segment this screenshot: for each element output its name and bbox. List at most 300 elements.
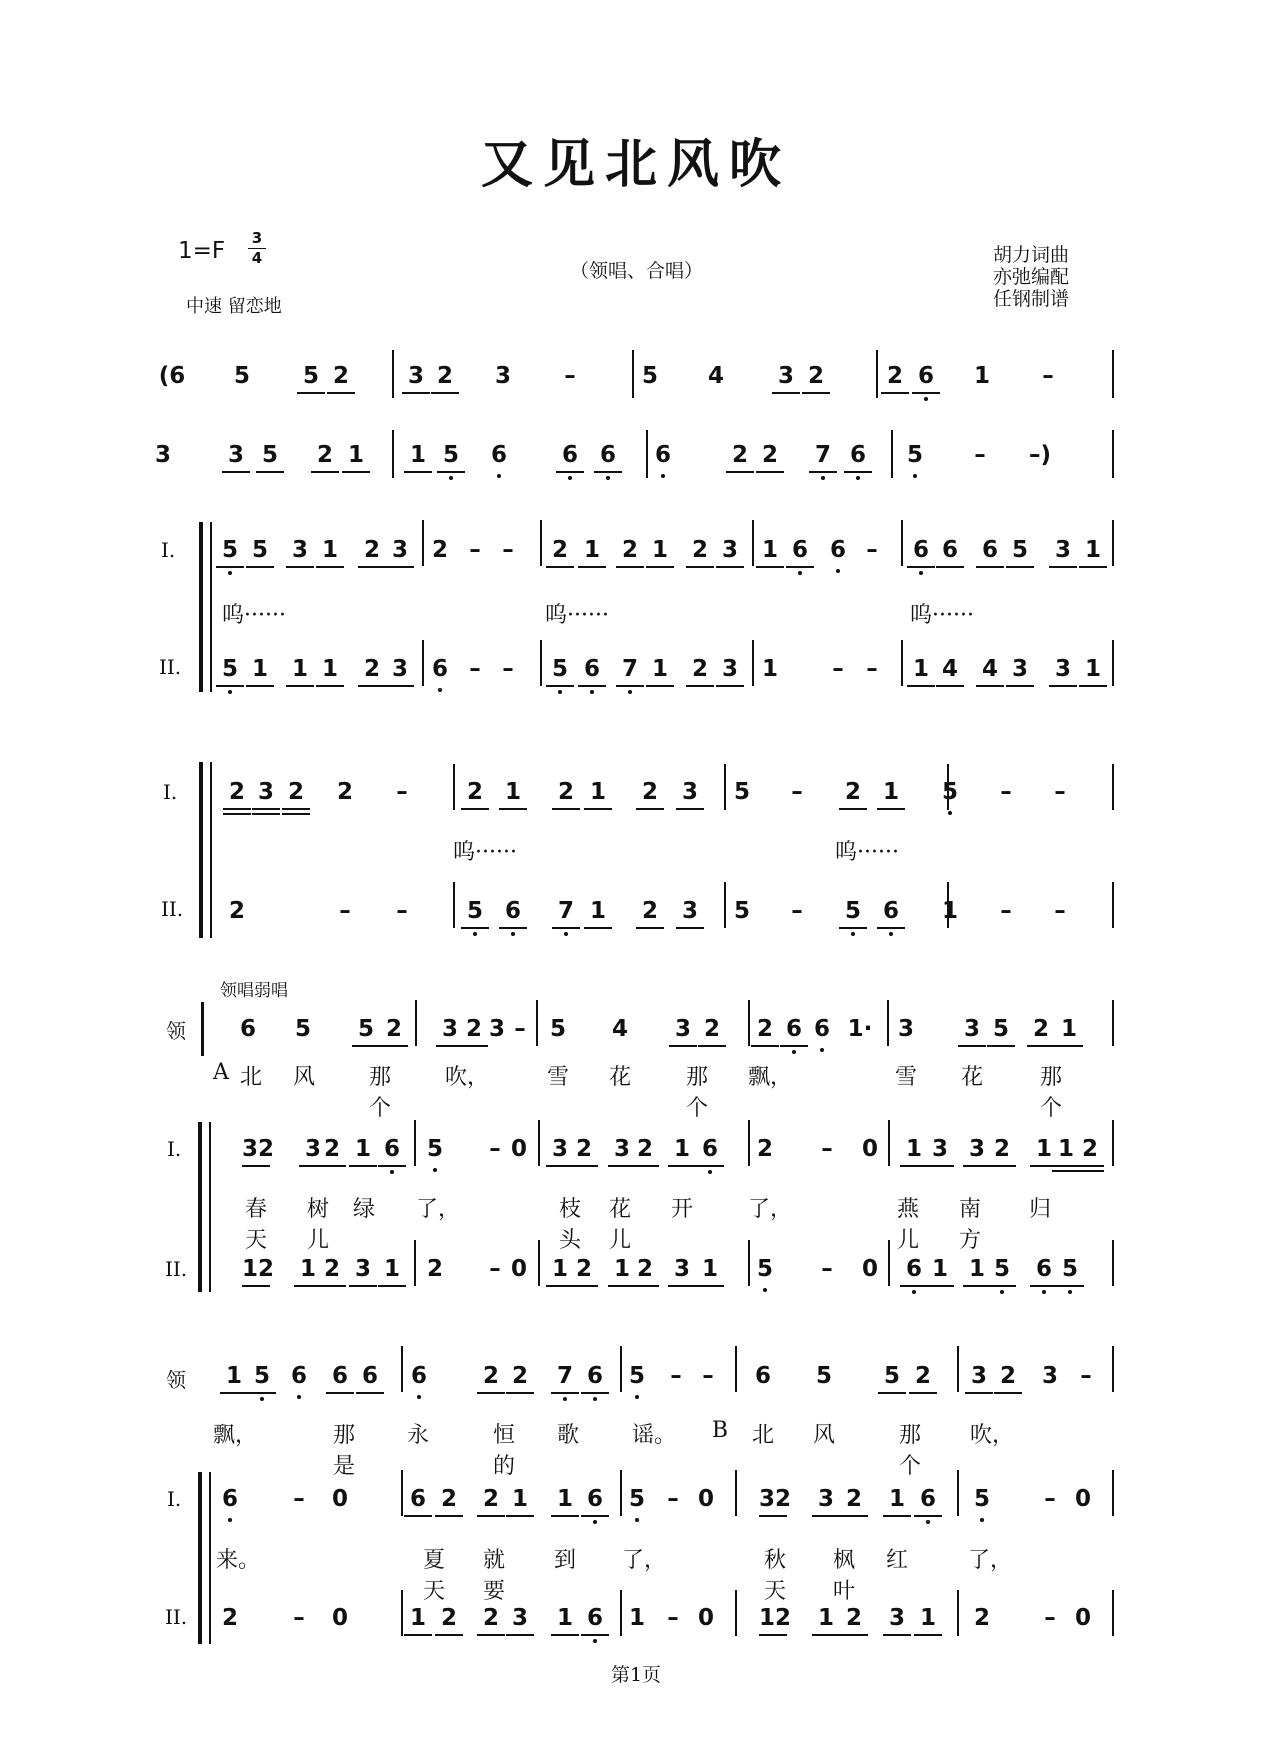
lead-note: 2: [506, 1362, 534, 1394]
part-label-1: I.: [161, 538, 176, 562]
voice2-note: 2: [973, 1605, 990, 1631]
credit-engraver: 任钢制谱: [993, 288, 1070, 310]
voice1-note: 3: [252, 778, 280, 810]
voice2-note: –: [502, 656, 514, 682]
voice1-note: 6: [907, 536, 935, 568]
voice1-note: 1: [883, 1485, 911, 1517]
voice2-note: 2: [636, 897, 664, 929]
lyric-lead-B: 那个: [898, 1423, 921, 1479]
barline: [401, 1470, 403, 1516]
lead-note: 6: [326, 1362, 354, 1394]
barline: [620, 1346, 622, 1392]
voice2-note: 6: [1030, 1255, 1058, 1287]
lyric-chorus-2: 红: [885, 1548, 908, 1573]
voice2-note: 6: [426, 655, 454, 683]
voice1-note: 2: [336, 779, 353, 805]
lead-note: 1: [220, 1362, 248, 1394]
voice1-note: 2: [461, 778, 489, 810]
voice1-note: –: [489, 1136, 501, 1162]
intro-note: 4: [707, 363, 724, 389]
page-title: 又见北风吹: [480, 134, 791, 195]
voice2-note: 0: [697, 1605, 714, 1631]
voice2-note: 5: [216, 655, 244, 687]
barline: [957, 1590, 959, 1636]
voice1-note: 6: [378, 1135, 406, 1167]
voice1-note: 1: [668, 1135, 696, 1167]
lead-note: 3: [436, 1015, 464, 1047]
barline: [752, 640, 754, 686]
barline: [887, 1000, 889, 1046]
lead-note: 3: [958, 1015, 986, 1047]
voice1-note: –: [1044, 1486, 1056, 1512]
voice2-note: 0: [510, 1256, 527, 1282]
voice1-note: 1: [499, 778, 527, 810]
intro-note: 2: [431, 362, 459, 394]
voice1-note: –: [791, 779, 803, 805]
voice2-note: 1: [608, 1255, 636, 1287]
lead-note: 6: [285, 1362, 313, 1390]
lead-note: 2: [380, 1015, 408, 1047]
voice1-note: 5: [968, 1485, 996, 1513]
voice2-note: 5: [461, 897, 489, 929]
voice2-note: –: [469, 656, 481, 682]
lead-note: 5: [987, 1015, 1015, 1047]
voice2-note: 1: [907, 655, 935, 687]
voice1-note: 5: [733, 779, 750, 805]
intro-note: 3: [494, 363, 511, 389]
lyric-lead-A: 花: [608, 1065, 631, 1090]
intro-note: 3: [154, 442, 171, 468]
voice1-note: 1: [1030, 1135, 1058, 1167]
voice1-note: 6: [216, 1485, 244, 1513]
voice2-note: 2: [435, 1604, 463, 1636]
voice2-note: –: [866, 656, 878, 682]
lead-note: 3: [488, 1016, 505, 1042]
lyric-lead-A: 吹，: [445, 1065, 490, 1090]
barline: [1112, 520, 1114, 566]
lyric-chorus-2: 枫叶: [832, 1548, 855, 1604]
voice2-note: 3: [349, 1255, 377, 1287]
voice2-note: 4: [976, 655, 1004, 687]
voice2-note: –: [667, 1605, 679, 1631]
lyric-lead-B: 吹，: [970, 1423, 1015, 1448]
voice2-note: 5: [988, 1255, 1016, 1287]
credits: [993, 244, 1069, 310]
intro-note: –: [974, 442, 986, 468]
voice2-note: 3: [668, 1255, 696, 1287]
barline: [752, 520, 754, 566]
voice2-note: 1: [628, 1605, 645, 1631]
barline: [414, 1120, 416, 1166]
barline: [1112, 1590, 1114, 1636]
lead-note: 2: [477, 1362, 505, 1394]
voice2-note: 0: [861, 1256, 878, 1282]
lead-note: 3: [897, 1016, 914, 1042]
intro-note: 5: [641, 363, 658, 389]
lyric-chorus-2: 就要: [482, 1548, 505, 1604]
lead-note: 6: [405, 1362, 433, 1390]
barline: [540, 520, 542, 566]
voice2-note: –: [821, 1256, 833, 1282]
barline: [735, 1346, 737, 1392]
lyric-lead-B: 谣。: [632, 1423, 677, 1448]
voice2-note: 7: [552, 897, 580, 929]
lead-note: 3: [669, 1015, 697, 1047]
intro-note: 6: [556, 441, 584, 473]
voice2-note: 5: [839, 897, 867, 929]
intro-note: –): [1028, 442, 1051, 468]
barline: [632, 350, 634, 398]
part-label-2: II.: [165, 1605, 188, 1629]
voice2-note: 1: [941, 898, 958, 924]
voice1-note: 3: [1049, 536, 1077, 568]
voice2-note: –: [1054, 898, 1066, 924]
lead-note: 6: [356, 1362, 384, 1394]
lyric-lead-A: 花: [960, 1065, 983, 1090]
intro-note: 5: [437, 441, 465, 473]
voice2-note: –: [791, 898, 803, 924]
voice2-note: 1: [761, 656, 778, 682]
voice1-note: 5: [246, 536, 274, 568]
voice1-note: –: [502, 537, 514, 563]
credit-lyrics: 胡力词曲: [993, 244, 1070, 266]
voice2-note: 2: [426, 1256, 443, 1282]
barline: [536, 1000, 538, 1046]
voice2-note: 2: [840, 1604, 868, 1636]
voice2-note: –: [1044, 1605, 1056, 1631]
lyric-chorus-2: 秋天: [763, 1548, 786, 1604]
system-brace: [199, 522, 203, 692]
barline: [1112, 882, 1114, 928]
intro-note: –: [564, 363, 576, 389]
voice2-note: 3: [883, 1604, 911, 1636]
barline: [1112, 350, 1114, 398]
voice1-note: 2: [616, 536, 644, 568]
voice2-note: 1: [551, 1604, 579, 1636]
barline: [1112, 1000, 1114, 1046]
intro-note: 3: [402, 362, 430, 394]
voice1-note: 2: [223, 778, 251, 810]
intro-note: 2: [726, 441, 754, 473]
voice1-note: 32: [242, 1135, 270, 1167]
voice2-note: 1: [926, 1255, 954, 1287]
system-barline: [210, 762, 212, 938]
voice2-note: 1: [546, 1255, 574, 1287]
barline: [401, 1590, 403, 1636]
voice1-note: 3: [386, 536, 414, 568]
lyric-lead-A: 雪: [894, 1065, 917, 1090]
lead-note: 6: [808, 1015, 836, 1043]
voice2-note: –: [396, 898, 408, 924]
lyric-chorus-1: 开: [670, 1197, 693, 1222]
part-label-lead: 领: [166, 1368, 186, 1392]
lead-note: 2: [751, 1015, 779, 1047]
voice1-note: 0: [1074, 1486, 1091, 1512]
voice1-note: 0: [510, 1136, 527, 1162]
barline: [392, 350, 394, 398]
voice2-note: 3: [506, 1604, 534, 1636]
intro-note: 1: [342, 441, 370, 473]
voice2-note: 1: [646, 655, 674, 687]
voice2-note: 1: [316, 655, 344, 687]
lead-note: 6: [754, 1363, 771, 1389]
lyric-lead-A: 那个: [1039, 1065, 1062, 1121]
lyric-lead-A: 那个: [368, 1065, 391, 1121]
voice2-note: 2: [318, 1255, 346, 1287]
voice2-note: 3: [1006, 655, 1034, 687]
lyric-chorus-2: 了，: [968, 1548, 1013, 1573]
voice2-note: 1: [963, 1255, 991, 1287]
voicing-note: （领唱、合唱）: [570, 260, 704, 282]
voice1-note: 1: [1052, 1135, 1080, 1167]
voice1-note: 2: [431, 537, 448, 563]
lyric-chorus-2: 到: [553, 1548, 576, 1573]
lyric-lead-B: 永: [406, 1423, 429, 1448]
voice2-note: 5: [751, 1255, 779, 1283]
voice2-note: 6: [578, 655, 606, 687]
lead-note: 2: [698, 1015, 726, 1047]
intro-note: 2: [311, 441, 339, 473]
voice2-note: 1: [812, 1604, 840, 1636]
barline: [620, 1470, 622, 1516]
lyric-chorus-1: 南方: [958, 1197, 981, 1253]
lyric-lead-B: 那是: [332, 1423, 355, 1479]
voice2-note: 3: [386, 655, 414, 687]
lyric-lead-A: 风: [292, 1065, 315, 1090]
voice2-note: 3: [676, 897, 704, 929]
voice1-note: 6: [976, 536, 1004, 568]
voice1-note: 2: [756, 1136, 773, 1162]
voice2-note: –: [339, 898, 351, 924]
intro-note: 6: [649, 441, 677, 469]
voice1-note: 2: [435, 1485, 463, 1517]
intro-note: –: [1042, 363, 1054, 389]
voice1-note: 3: [716, 536, 744, 568]
barline: [1112, 430, 1114, 478]
part-label-1: I.: [167, 1487, 182, 1511]
voice2-note: 0: [331, 1605, 348, 1631]
credit-arranger: 亦弛编配: [993, 266, 1070, 288]
voice1-note: 3: [926, 1135, 954, 1167]
voice1-note: 3: [608, 1135, 636, 1167]
lyric-lead-A: A: [213, 1060, 229, 1085]
voice1-note: 1: [756, 536, 784, 568]
barline: [891, 430, 893, 478]
voice2-note: 2: [228, 898, 245, 924]
voice2-note: 1: [246, 655, 274, 687]
lead-note: 2: [1027, 1015, 1055, 1047]
voice2-note: 1: [696, 1255, 724, 1287]
voice1-note: 6: [696, 1135, 724, 1167]
lyric-lead-B: 风: [812, 1423, 835, 1448]
voice2-note: 5: [1056, 1255, 1084, 1287]
intro-note: 6: [912, 362, 940, 394]
lyric-chorus-1: 了，: [416, 1197, 461, 1222]
lead-note: 2: [909, 1362, 937, 1394]
lyric-lead-B: B: [711, 1418, 729, 1443]
voice1-note: –: [1000, 779, 1012, 805]
intro-note: 5: [256, 441, 284, 473]
barline: [620, 1590, 622, 1636]
page-number: 第1页: [610, 1664, 662, 1686]
voice1-note: 0: [697, 1486, 714, 1512]
voice2-note: 2: [477, 1604, 505, 1636]
voice1-note: 0: [861, 1136, 878, 1162]
voice1-note: 3: [286, 536, 314, 568]
intro-note: 7: [809, 441, 837, 473]
barline: [422, 520, 424, 566]
voice1-note: 2: [840, 1485, 868, 1517]
barline: [888, 1120, 890, 1166]
intro-note: 2: [881, 362, 909, 394]
barline: [947, 764, 949, 810]
voice1-note: 0: [331, 1486, 348, 1512]
barline: [735, 1470, 737, 1516]
voice1-note: 2: [552, 778, 580, 810]
barline: [748, 1240, 750, 1286]
voice2-note: 3: [716, 655, 744, 687]
voice2-note: 6: [499, 897, 527, 929]
voice1-note: 1: [349, 1135, 377, 1167]
barline: [415, 1000, 417, 1046]
voice1-note: 6: [786, 536, 814, 568]
barline: [876, 350, 878, 398]
lyric-woo: 呜······: [545, 603, 609, 628]
barline: [646, 430, 648, 478]
intro-note: 6: [844, 441, 872, 473]
voice1-note: 1: [877, 778, 905, 810]
system-barline: [209, 1122, 211, 1292]
barline: [453, 882, 455, 928]
tempo-marking: 中速 留恋地: [186, 296, 282, 317]
voice1-note: –: [396, 779, 408, 805]
lyric-chorus-1: 春天: [244, 1197, 267, 1253]
barline: [748, 1120, 750, 1166]
lead-note: 2: [460, 1015, 488, 1047]
voice2-note: 12: [242, 1255, 270, 1287]
voice2-note: 1: [584, 897, 612, 929]
voice1-note: 3: [299, 1135, 327, 1167]
voice2-note: 1: [1079, 655, 1107, 687]
time-signature: 3 4: [248, 230, 266, 267]
voice2-note: 0: [1074, 1605, 1091, 1631]
lyric-chorus-1: 绿: [352, 1197, 375, 1222]
voice1-note: 6: [914, 1485, 942, 1517]
lead-barline: [201, 1002, 204, 1056]
system-barline: [210, 522, 212, 692]
intro-note: 3: [772, 362, 800, 394]
intro-note: 2: [802, 362, 830, 394]
lyric-woo: 呜······: [835, 840, 899, 865]
barline: [1112, 1346, 1114, 1392]
voice1-note: 2: [570, 1135, 598, 1167]
lead-note: 5: [623, 1362, 651, 1390]
voice1-note: 2: [839, 778, 867, 810]
barline: [1112, 640, 1114, 686]
voice1-note: 1: [506, 1485, 534, 1517]
barline: [540, 640, 542, 686]
voice2-note: 1: [294, 1255, 322, 1287]
lead-note: –: [670, 1363, 682, 1389]
voice1-note: 2: [1076, 1135, 1104, 1167]
voice1-note: –: [469, 537, 481, 563]
lyric-lead-B: 恒的: [492, 1423, 515, 1479]
lead-note: 5: [549, 1016, 566, 1042]
intro-note: 5: [297, 362, 325, 394]
voice2-note: 5: [546, 655, 574, 687]
barline: [947, 882, 949, 928]
intro-note: (6: [158, 363, 186, 389]
lead-note: 4: [611, 1016, 628, 1042]
lyric-lead-B: 飘，: [213, 1423, 258, 1448]
voice2-note: 12: [759, 1604, 787, 1636]
lyric-chorus-2: 来。: [216, 1548, 261, 1573]
voice2-note: 2: [631, 1255, 659, 1287]
voice1-note: 32: [759, 1485, 787, 1517]
lyric-chorus-1: 枝头: [558, 1197, 581, 1253]
voice1-note: 2: [546, 536, 574, 568]
voice2-note: 5: [733, 898, 750, 924]
voice1-note: 1: [551, 1485, 579, 1517]
lyric-lead-B: 歌: [556, 1423, 579, 1448]
voice1-note: 3: [676, 778, 704, 810]
barline: [735, 1590, 737, 1636]
voice2-note: 7: [616, 655, 644, 687]
intro-note: 2: [756, 441, 784, 473]
lead-note: 5: [248, 1362, 276, 1394]
voice1-note: –: [821, 1136, 833, 1162]
voice1-note: 2: [318, 1135, 346, 1167]
voice1-note: 2: [686, 536, 714, 568]
dynamic-lead-soft: 领唱弱唱: [220, 981, 288, 1001]
part-label-2: II.: [165, 1257, 188, 1281]
barline: [1112, 1120, 1114, 1166]
intro-note: 5: [233, 363, 250, 389]
voice1-note: –: [1054, 779, 1066, 805]
voice2-note: –: [1000, 898, 1012, 924]
voice1-note: 1: [316, 536, 344, 568]
voice1-note: 3: [812, 1485, 840, 1517]
voice1-note: 6: [581, 1485, 609, 1517]
voice2-note: –: [832, 656, 844, 682]
voice1-note: 1: [900, 1135, 928, 1167]
barline: [414, 1240, 416, 1286]
lyric-lead-B: 北: [751, 1423, 774, 1448]
voice1-note: 5: [421, 1135, 449, 1163]
voice2-note: 4: [936, 655, 964, 687]
barline: [957, 1470, 959, 1516]
lyric-chorus-1: 花儿: [608, 1197, 631, 1253]
key-signature: 1=F: [178, 238, 226, 264]
lyric-lead-A: 北: [239, 1065, 262, 1090]
barline: [724, 882, 726, 928]
barline: [724, 764, 726, 810]
voice1-note: 1: [1079, 536, 1107, 568]
lead-note: 3: [965, 1362, 993, 1394]
lyric-chorus-1: 燕儿: [896, 1197, 919, 1253]
barline: [1112, 1240, 1114, 1286]
voice1-note: 1: [584, 778, 612, 810]
intro-note: 1: [973, 363, 990, 389]
voice1-note: 6: [404, 1485, 432, 1517]
voice2-note: –: [489, 1256, 501, 1282]
voice2-note: 6: [877, 897, 905, 929]
barline: [748, 1000, 750, 1046]
barline: [888, 1240, 890, 1286]
part-label-1: I.: [163, 780, 178, 804]
barline: [453, 764, 455, 810]
voice1-note: –: [866, 537, 878, 563]
